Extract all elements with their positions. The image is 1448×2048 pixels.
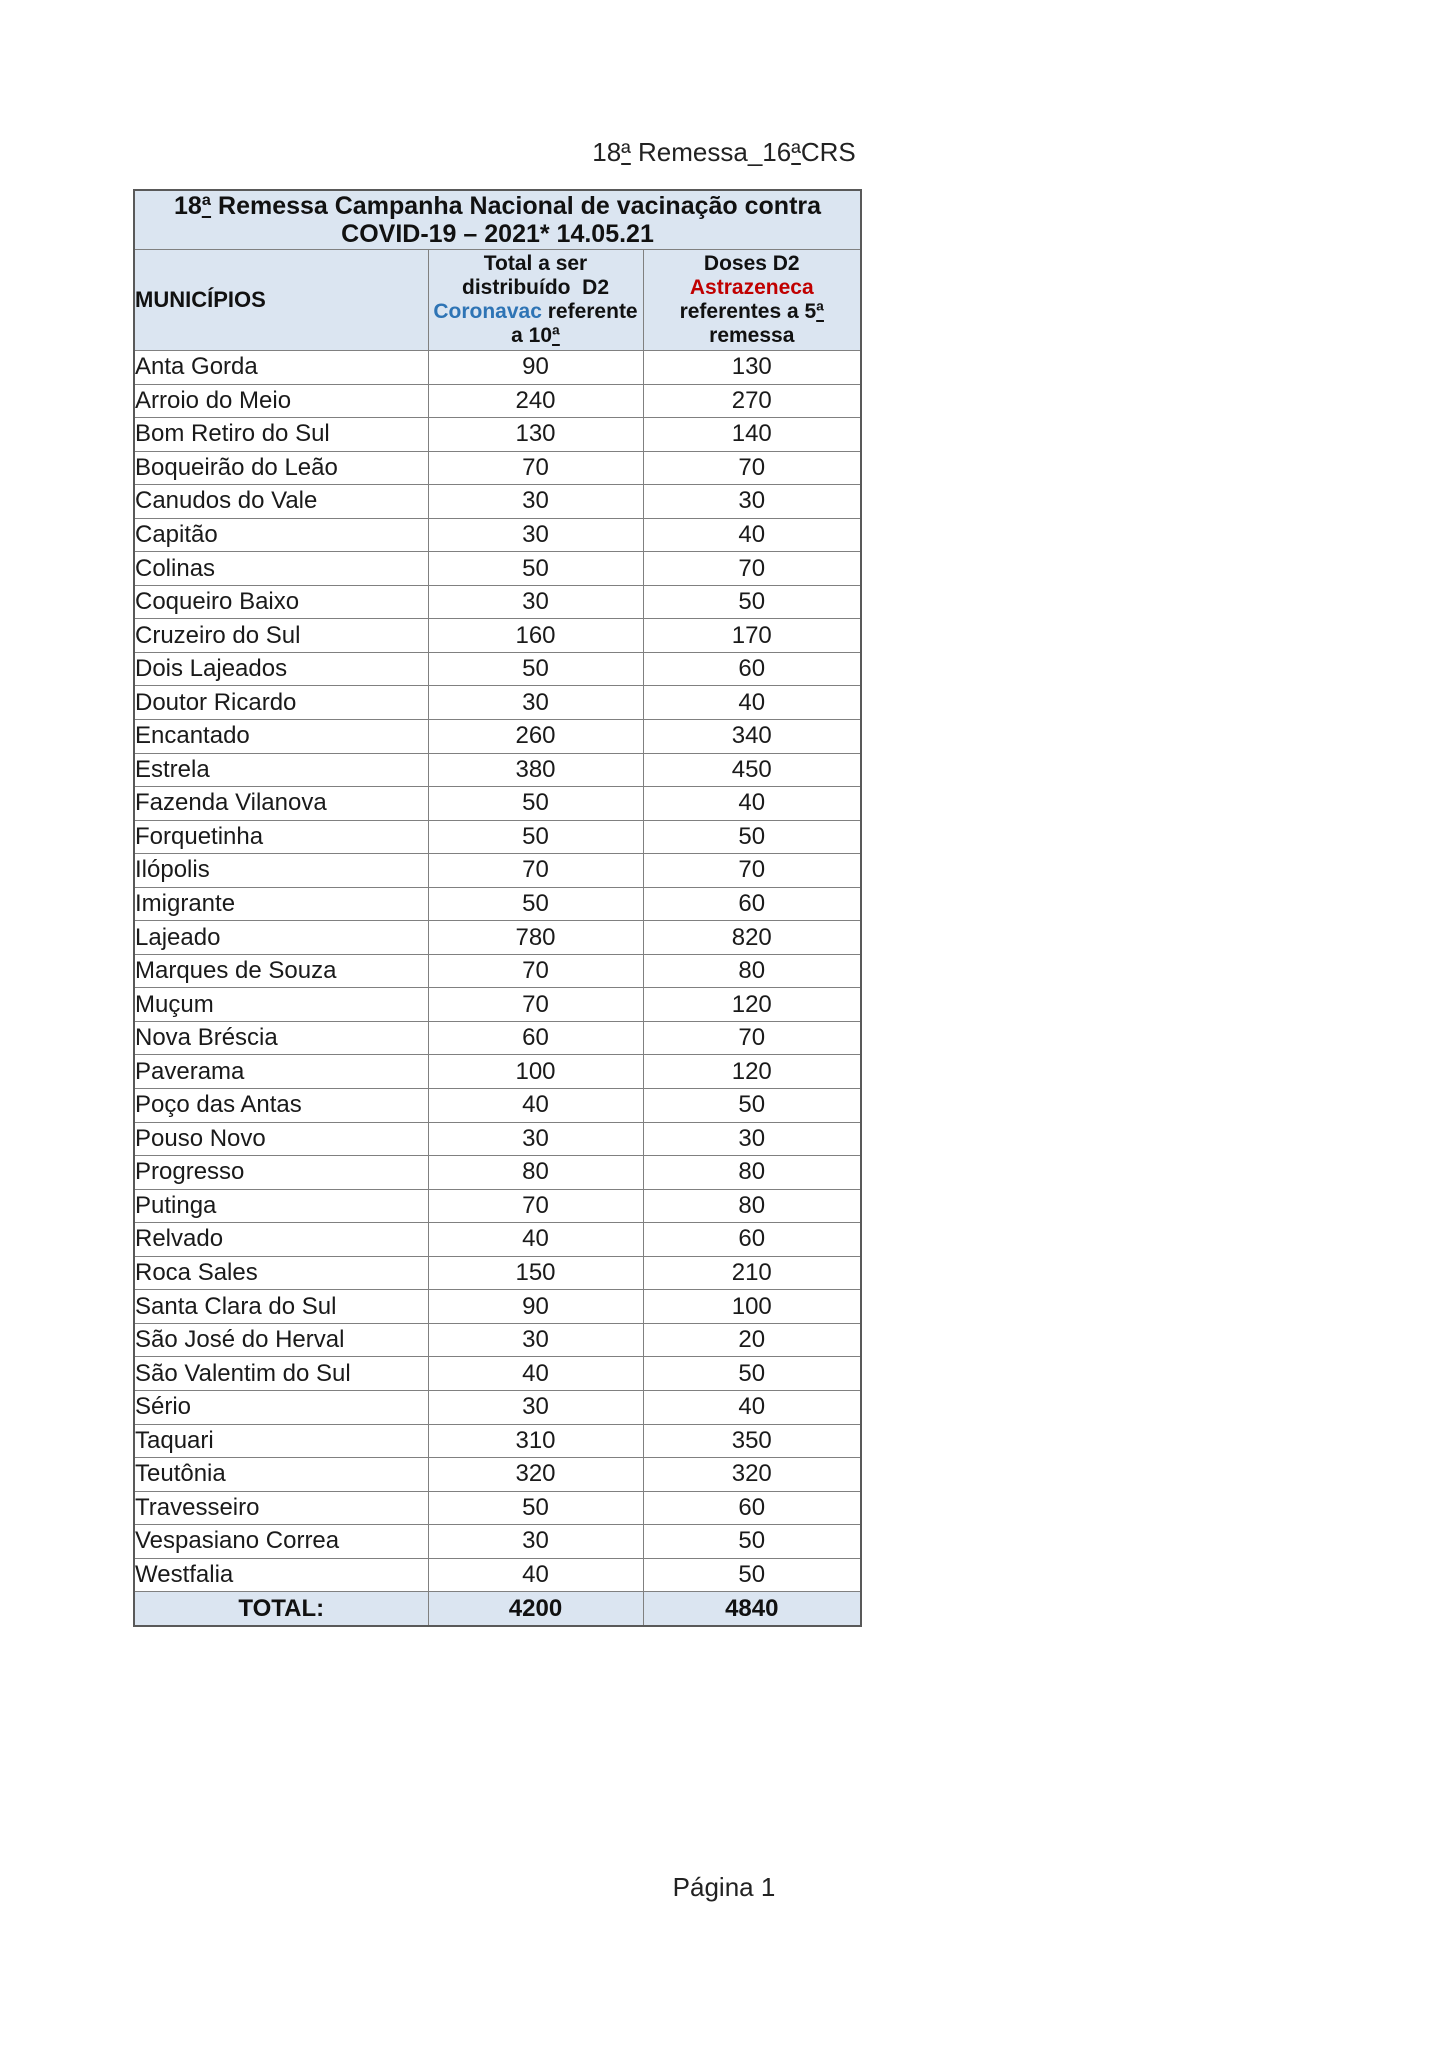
table-row [134, 1290, 861, 1324]
municipality-name: Encantado [134, 720, 428, 754]
astrazeneca-doses: 120 [643, 1055, 861, 1089]
coronavac-doses: 70 [428, 451, 643, 485]
table-row [134, 720, 861, 754]
astrazeneca-doses: 70 [643, 451, 861, 485]
astrazeneca-doses: 70 [643, 552, 861, 586]
coronavac-doses: 160 [428, 619, 643, 653]
astrazeneca-doses: 40 [643, 686, 861, 720]
astrazeneca-column-header: Doses D2 Astrazeneca referentes a 5ª remessa [643, 250, 861, 351]
coronavac-doses: 310 [428, 1424, 643, 1458]
astrazeneca-doses: 50 [643, 1525, 861, 1559]
municipality-name: Vespasiano Correa [134, 1525, 428, 1559]
astrazeneca-doses: 80 [643, 954, 861, 988]
coronavac-doses: 240 [428, 384, 643, 418]
municipality-name: Coqueiro Baixo [134, 585, 428, 619]
coronavac-doses: 320 [428, 1458, 643, 1492]
astrazeneca-doses: 60 [643, 652, 861, 686]
municipality-name: Arroio do Meio [134, 384, 428, 418]
coronavac-doses: 100 [428, 1055, 643, 1089]
astrazeneca-doses: 50 [643, 1089, 861, 1123]
municipality-name: Roca Sales [134, 1256, 428, 1290]
astrazeneca-doses: 120 [643, 988, 861, 1022]
table-row [134, 1256, 861, 1290]
municipality-name: Dois Lajeados [134, 652, 428, 686]
municipality-name: Doutor Ricardo [134, 686, 428, 720]
table-title-line2: COVID-19 – 2021* 14.05.21 [341, 220, 654, 248]
coronavac-doses: 50 [428, 887, 643, 921]
table-row [134, 954, 861, 988]
municipality-name: Nova Bréscia [134, 1021, 428, 1055]
vaccine-distribution-table [133, 189, 862, 1627]
table-row [134, 1390, 861, 1424]
table-row [134, 1223, 861, 1257]
municipality-name: Boqueirão do Leão [134, 451, 428, 485]
coronavac-doses: 30 [428, 1390, 643, 1424]
coronavac-doses: 30 [428, 518, 643, 552]
municipality-name: São Valentim do Sul [134, 1357, 428, 1391]
table-row [134, 585, 861, 619]
table-row [134, 820, 861, 854]
coronavac-doses: 40 [428, 1223, 643, 1257]
coronavac-doses: 70 [428, 1189, 643, 1223]
astrazeneca-doses: 340 [643, 720, 861, 754]
municipality-name: Colinas [134, 552, 428, 586]
astrazeneca-doses: 60 [643, 1223, 861, 1257]
municipality-name: Ilópolis [134, 854, 428, 888]
coronavac-doses: 780 [428, 921, 643, 955]
coronavac-doses: 30 [428, 1323, 643, 1357]
coronavac-doses: 50 [428, 552, 643, 586]
coronavac-doses: 50 [428, 1491, 643, 1525]
municipality-name: Teutônia [134, 1458, 428, 1492]
municipality-name: Westfalia [134, 1558, 428, 1592]
coronavac-column-header: Total a ser distribuído D2 Coronavac referente a 10ª [428, 250, 643, 351]
astrazeneca-doses: 80 [643, 1189, 861, 1223]
municipality-name: Estrela [134, 753, 428, 787]
municipality-name: Imigrante [134, 887, 428, 921]
astrazeneca-doses: 210 [643, 1256, 861, 1290]
page-header-text: 18ª Remessa_16ªCRS [592, 137, 856, 167]
municipality-name: Relvado [134, 1223, 428, 1257]
table-row [134, 1156, 861, 1190]
table-row [134, 1189, 861, 1223]
total-coronavac: 4200 [428, 1592, 643, 1627]
astrazeneca-doses: 130 [643, 351, 861, 385]
municipality-name: Capitão [134, 518, 428, 552]
municipality-name: Taquari [134, 1424, 428, 1458]
astrazeneca-doses: 40 [643, 518, 861, 552]
astrazeneca-label: Astrazeneca [689, 276, 814, 299]
table-row [134, 351, 861, 385]
coronavac-label: Coronavac [433, 300, 542, 323]
coronavac-doses: 50 [428, 652, 643, 686]
astrazeneca-doses: 50 [643, 585, 861, 619]
table-row [134, 1458, 861, 1492]
municipality-name: Fazenda Vilanova [134, 787, 428, 821]
coronavac-doses: 40 [428, 1558, 643, 1592]
astrazeneca-doses: 60 [643, 887, 861, 921]
coronavac-doses: 80 [428, 1156, 643, 1190]
municipality-name: São José do Herval [134, 1323, 428, 1357]
coronavac-doses: 130 [428, 418, 643, 452]
table-row [134, 518, 861, 552]
coronavac-doses: 30 [428, 485, 643, 519]
municipality-name: Muçum [134, 988, 428, 1022]
coronavac-doses: 70 [428, 954, 643, 988]
table-row [134, 753, 861, 787]
coronavac-doses: 260 [428, 720, 643, 754]
municipality-name: Paverama [134, 1055, 428, 1089]
astrazeneca-doses: 40 [643, 787, 861, 821]
table-row [134, 1558, 861, 1592]
coronavac-doses: 30 [428, 686, 643, 720]
coronavac-doses: 60 [428, 1021, 643, 1055]
astrazeneca-doses: 20 [643, 1323, 861, 1357]
coronavac-doses: 40 [428, 1357, 643, 1391]
municipality-name: Cruzeiro do Sul [134, 619, 428, 653]
table-row [134, 1055, 861, 1089]
municipality-name: Progresso [134, 1156, 428, 1190]
municipality-name: Travesseiro [134, 1491, 428, 1525]
table-row [134, 1021, 861, 1055]
table-row [134, 652, 861, 686]
astrazeneca-doses: 320 [643, 1458, 861, 1492]
astrazeneca-doses: 30 [643, 1122, 861, 1156]
table-row [134, 1424, 861, 1458]
coronavac-doses: 380 [428, 753, 643, 787]
astrazeneca-doses: 270 [643, 384, 861, 418]
astrazeneca-doses: 100 [643, 1290, 861, 1324]
table-row [134, 988, 861, 1022]
coronavac-doses: 50 [428, 787, 643, 821]
table-row [134, 418, 861, 452]
municipality-name: Anta Gorda [134, 351, 428, 385]
astrazeneca-doses: 50 [643, 1558, 861, 1592]
table-row [134, 854, 861, 888]
table-body [134, 351, 861, 1592]
coronavac-doses: 50 [428, 820, 643, 854]
column-header-row [134, 250, 861, 351]
astrazeneca-doses: 70 [643, 854, 861, 888]
municipality-name: Poço das Antas [134, 1089, 428, 1123]
coronavac-doses: 90 [428, 1290, 643, 1324]
table-row [134, 384, 861, 418]
municipality-name: Putinga [134, 1189, 428, 1223]
astrazeneca-doses: 40 [643, 1390, 861, 1424]
coronavac-doses: 30 [428, 1525, 643, 1559]
table-row [134, 887, 861, 921]
table-row [134, 686, 861, 720]
astrazeneca-doses: 820 [643, 921, 861, 955]
total-astrazeneca: 4840 [643, 1592, 861, 1627]
page-header [0, 137, 1448, 168]
table-title: 18ª Remessa Campanha Nacional de vacinação contra COVID-19 – 2021* 14.05.21 [134, 190, 861, 250]
table-row [134, 1491, 861, 1525]
coronavac-doses: 30 [428, 585, 643, 619]
coronavac-doses: 30 [428, 1122, 643, 1156]
total-row [134, 1592, 861, 1627]
table-row [134, 1122, 861, 1156]
table-row [134, 1525, 861, 1559]
municipality-name: Sério [134, 1390, 428, 1424]
coronavac-doses: 70 [428, 988, 643, 1022]
municipality-name: Bom Retiro do Sul [134, 418, 428, 452]
total-label: TOTAL: [134, 1592, 428, 1627]
astrazeneca-doses: 50 [643, 1357, 861, 1391]
municipality-name: Pouso Novo [134, 1122, 428, 1156]
table-title-row [134, 190, 861, 250]
table-row [134, 451, 861, 485]
coronavac-doses: 40 [428, 1089, 643, 1123]
astrazeneca-doses: 30 [643, 485, 861, 519]
municipality-name: Canudos do Vale [134, 485, 428, 519]
table-row [134, 1089, 861, 1123]
table-row [134, 921, 861, 955]
table-row [134, 552, 861, 586]
astrazeneca-doses: 70 [643, 1021, 861, 1055]
table-row [134, 787, 861, 821]
astrazeneca-doses: 140 [643, 418, 861, 452]
page-number: Página 1 [672, 1872, 776, 1902]
coronavac-doses: 70 [428, 854, 643, 888]
table-row [134, 1357, 861, 1391]
table-row [134, 619, 861, 653]
coronavac-doses: 90 [428, 351, 643, 385]
municipality-name: Forquetinha [134, 820, 428, 854]
coronavac-doses: 150 [428, 1256, 643, 1290]
table-row [134, 485, 861, 519]
astrazeneca-doses: 450 [643, 753, 861, 787]
municipality-name: Santa Clara do Sul [134, 1290, 428, 1324]
municipality-name: Marques de Souza [134, 954, 428, 988]
astrazeneca-doses: 170 [643, 619, 861, 653]
astrazeneca-doses: 50 [643, 820, 861, 854]
municipios-column-header: MUNICÍPIOS [134, 250, 428, 351]
astrazeneca-doses: 80 [643, 1156, 861, 1190]
municipality-name: Lajeado [134, 921, 428, 955]
astrazeneca-doses: 60 [643, 1491, 861, 1525]
astrazeneca-doses: 350 [643, 1424, 861, 1458]
table-row [134, 1323, 861, 1357]
